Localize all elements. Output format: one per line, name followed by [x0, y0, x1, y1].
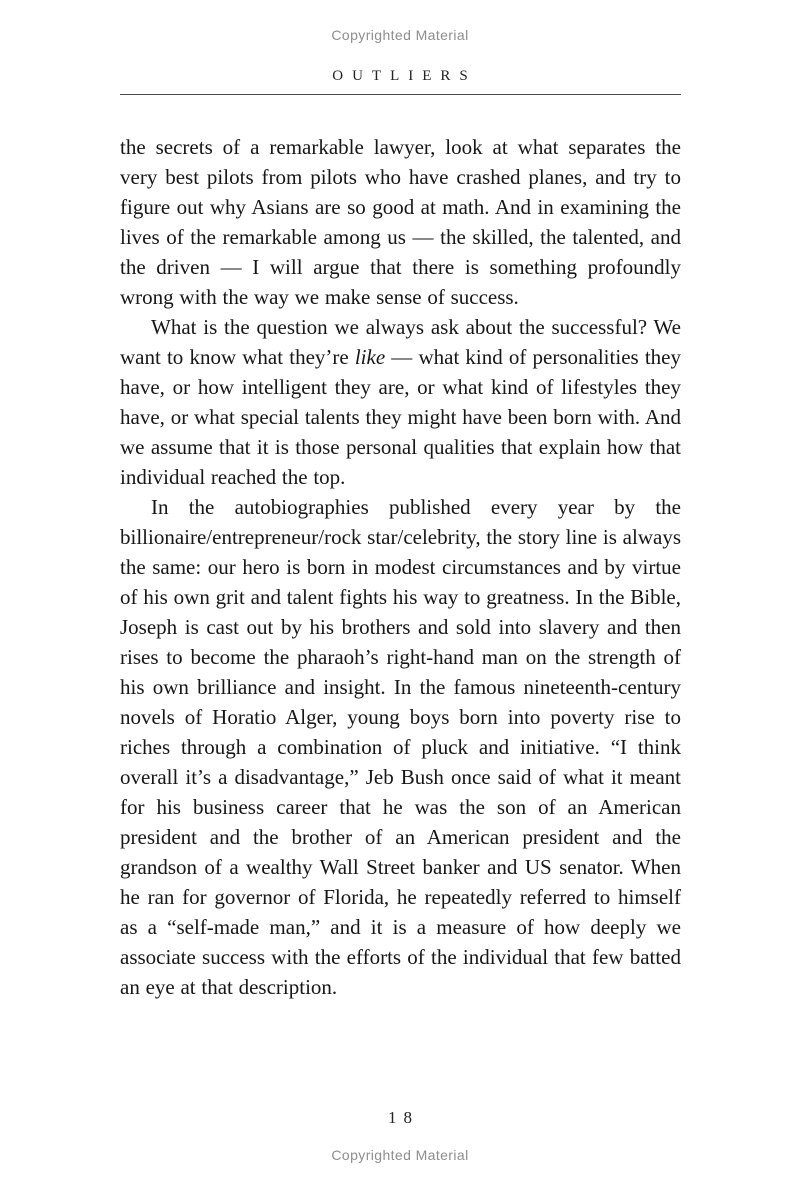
- running-header-title: OUTLIERS: [332, 68, 477, 84]
- copyright-notice-top: Copyrighted Material: [331, 27, 469, 43]
- paragraph-1: the secrets of a remarkable lawyer, look at what separates the very best pilots from pilots who have crashed planes, and try to figure out why Asians are so good at math. And in examining the lives of the remarkable among us — the skilled, the talented, and the driven — I will argue that there is something profoundly wrong with the way we make sense of success.: [120, 135, 681, 309]
- paragraph-2-text-continued: — what kind of personalities they have, or how intelligent they are, or what kind of lifestyles they have, or what special talents they might have been born with. And we assume that it is those personal qualities that explain how that individual reached the top.: [120, 345, 681, 489]
- copyright-notice-bottom: Copyrighted Material: [331, 1147, 469, 1163]
- header-rule: [120, 94, 681, 95]
- paragraph-2: [120, 312, 681, 492]
- page-body: [120, 132, 681, 1002]
- page-number: 18: [388, 1108, 419, 1127]
- paragraph-2-italic-word: like: [354, 345, 386, 369]
- paragraph-2-text: What is the question we always ask about the successful? We want to know what they’re: [120, 315, 681, 369]
- paragraph-3: In the autobiographies published every year by the billionaire/entrepreneur/rock star/celebrity, the story line is always the same: our hero is born in modest circumstances and by virtue of his own grit and talent fights his way to greatness. In the Bible, Joseph is cast out by his brothers and sold into slavery and then rises to become the pharaoh’s right-hand man on the strength of his own brilliance and insight. In the famous nineteenth-century novels of Horatio Alger, young boys born into poverty rise to riches through a combination of pluck and initiative. “I think overall it’s a disadvantage,” Jeb Bush once said of what it meant for his business career that he was the son of an American president and the brother of an American president and the grandson of a wealthy Wall Street banker and US senator. When he ran for governor of Florida, he repeatedly referred to himself as a “self-made man,” and it is a measure of how deeply we associate success with the efforts of the individual that few batted an eye at that description.: [120, 495, 681, 999]
